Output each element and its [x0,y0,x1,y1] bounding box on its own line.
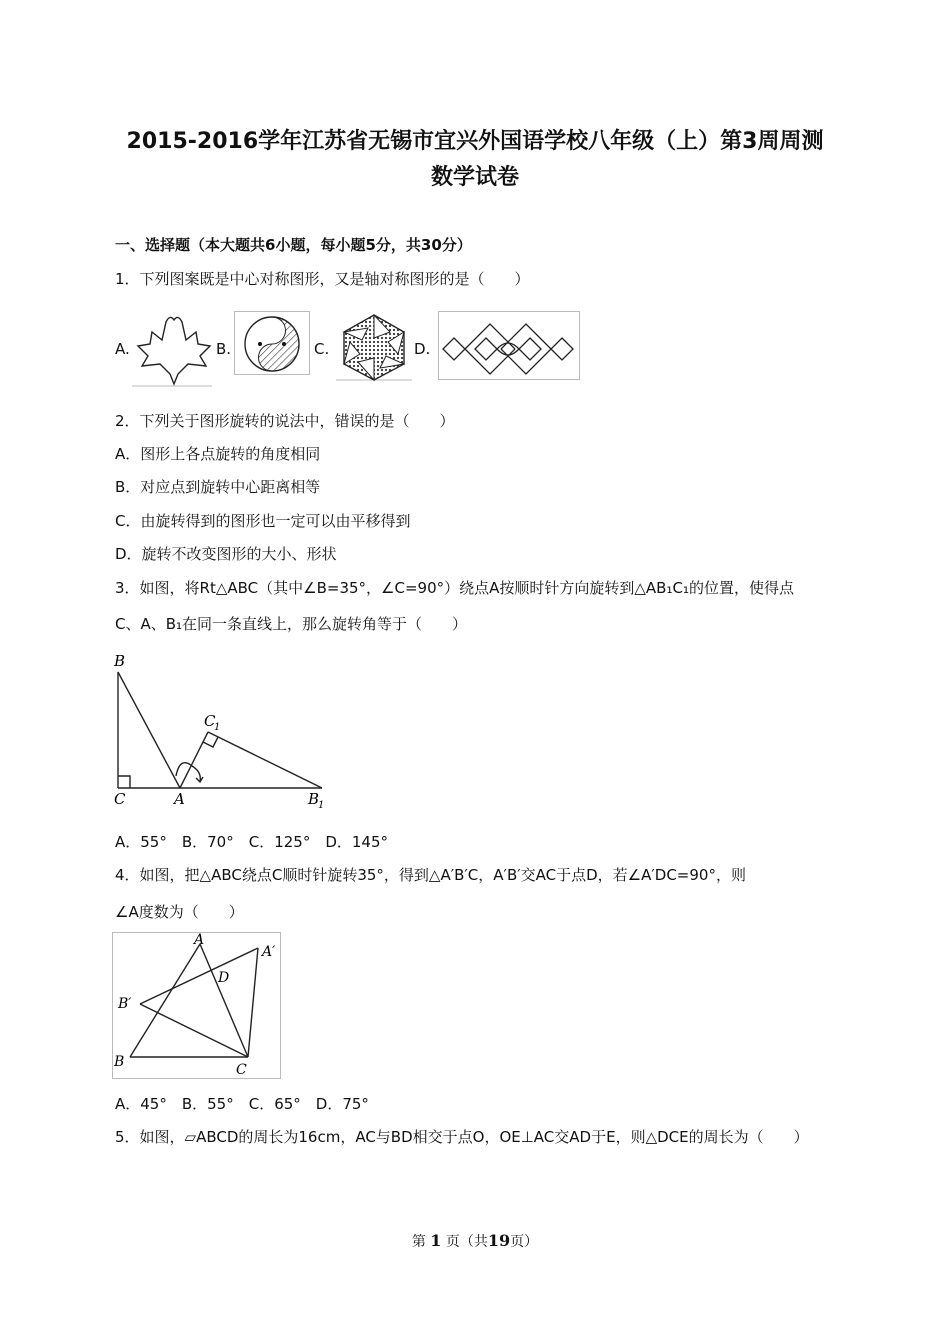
page-number: 1 [430,1231,442,1250]
q3-label-a: A [174,790,185,808]
q4-label-b: B [114,1054,125,1070]
paper-title-line2: 数学试卷 [430,165,519,190]
question-1-stem: 1．下列图案既是中心对称图形，又是轴对称图形的是（ ） [115,270,530,288]
footer-prefix: 第 [411,1234,426,1250]
question-4-stem-line2: ∠A度数为（ ） [115,903,244,921]
q2-option-b: B．对应点到旋转中心距离相等 [115,478,321,496]
question-3-stem-line2: C、A、B₁在同一条直线上，那么旋转角等于（ ） [115,615,468,633]
q2-option-c: C．由旋转得到的图形也一定可以由平移得到 [115,512,411,530]
question-3-stem-line1: 3．如图，将Rt△ABC（其中∠B=35°，∠C=90°）绕点A按顺时针方向旋转到△AB₁C₁的位置，使得点 [115,579,794,597]
q2-option-d: D．旋转不改变图形的大小、形状 [115,545,337,563]
q3-label-c1-sub: 1 [214,722,221,733]
q4-label-b-prime: B′ [118,996,132,1012]
q1-option-d-label: D. [414,340,431,358]
section-heading: 一、选择题（本大题共6小题，每小题5分，共30分） [115,236,472,254]
q1-option-c-label: C. [314,340,330,358]
page-footer [0,1231,950,1251]
diamond-chain-figure [438,311,580,381]
total-pages: 19 [487,1231,511,1250]
q4-rotation-figure [112,932,282,1080]
q4-options: A．45° B．55° C．65° D．75° [115,1095,369,1113]
question-2-stem: 2．下列关于图形旋转的说法中，错误的是（ ） [115,412,455,430]
q1-option-a-label: A. [115,340,130,358]
question-4-stem-line1: 4．如图，把△ABC绕点C顺时针旋转35°，得到△A′B′C，A′B′交AC于点D，若∠A′DC=90°，则 [115,866,746,884]
q3-label-b1-sub: 1 [318,800,325,810]
q4-label-d: D [218,970,230,986]
question-5-stem: 5．如图，▱ABCD的周长为16cm，AC与BD相交于点O，OE⊥AC交AD于E，则△DCE的周长为（ ） [115,1128,809,1146]
paper-title-line1: 2015-2016学年江苏省无锡市宜兴外国语学校八年级（上）第3周周测 [126,129,824,154]
yin-yang-figure [234,311,310,375]
q1-option-b-label: B. [216,340,232,358]
q3-options: A．55° B．70° C．125° D．145° [115,833,389,851]
q4-label-a-prime: A′ [262,944,276,960]
q3-label-c1: C [204,712,216,730]
footer-middle: 页（共 [445,1234,488,1250]
q3-rotation-figure [108,650,338,810]
pinwheel-figure [336,312,412,382]
q4-label-c: C [236,1062,247,1078]
q3-label-b: B [114,652,126,670]
q3-label-b1: B [308,790,320,808]
q4-label-a: A [194,932,205,948]
q2-option-a: A．图形上各点旋转的角度相同 [115,445,321,463]
q3-label-c: C [114,790,126,808]
maple-leaf-figure [130,310,214,388]
footer-suffix: 页） [510,1234,539,1250]
